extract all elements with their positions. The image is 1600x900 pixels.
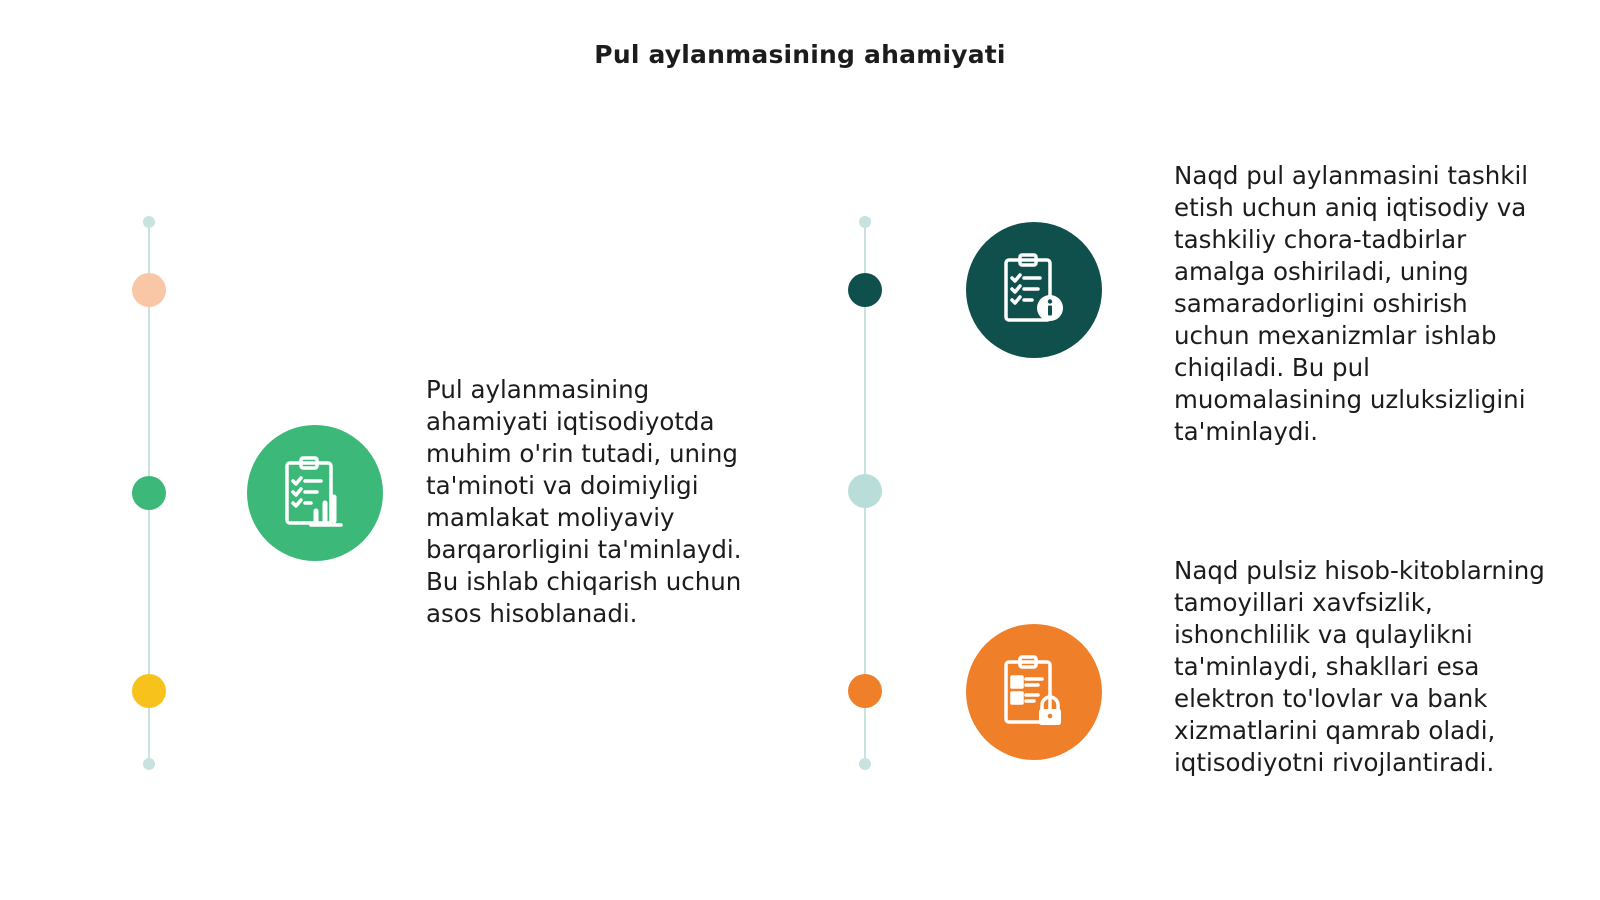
- timeline-dot-green: [132, 476, 166, 510]
- timeline-endcap-top-left: [143, 216, 155, 228]
- timeline-dot-yellow: [132, 674, 166, 708]
- timeline-dot-pale-teal: [848, 474, 882, 508]
- clipboard-chart-icon: [247, 425, 383, 561]
- item-text-1: Pul aylanmasining ahamiyati iqtisodiyotda muhim o'rin tutadi, uning ta'minoti va doimiyligi mamlakat moliyaviy barqarorligini ta'minlaydi. Bu ishlab chiqarish uchun asos hisoblanadi.: [426, 375, 742, 628]
- timeline-endcap-top-right: [859, 216, 871, 228]
- item-text-2: Naqd pul aylanmasini tashkil etish uchun aniq iqtisodiy va tashkiliy chora-tadbirlar amalga oshiriladi, uning samaradorligini oshirish uchun mexanizmlar ishlab chiqiladi. Bu pul muomalasining uzluksizligini ta'minlaydi.: [1174, 161, 1529, 446]
- page-title: Pul aylanmasining ahamiyati: [594, 40, 1006, 69]
- timeline-endcap-bottom-right: [859, 758, 871, 770]
- timeline-endcap-bottom-left: [143, 758, 155, 770]
- clipboard-info-icon: [966, 222, 1102, 358]
- clipboard-lock-icon: [966, 624, 1102, 760]
- timeline-dot-dark-teal: [848, 273, 882, 307]
- item-text-3: Naqd pulsiz hisob-kitoblarning tamoyillari xavfsizlik, ishonchlilik va qulaylikni ta'minlaydi, shakllari esa elektron to'lovlar va bank xizmatlarini qamrab oladi, iqtisodiyotni rivojlantiradi.: [1174, 556, 1545, 777]
- timeline-dot-orange: [848, 674, 882, 708]
- timeline-dot-peach: [132, 273, 166, 307]
